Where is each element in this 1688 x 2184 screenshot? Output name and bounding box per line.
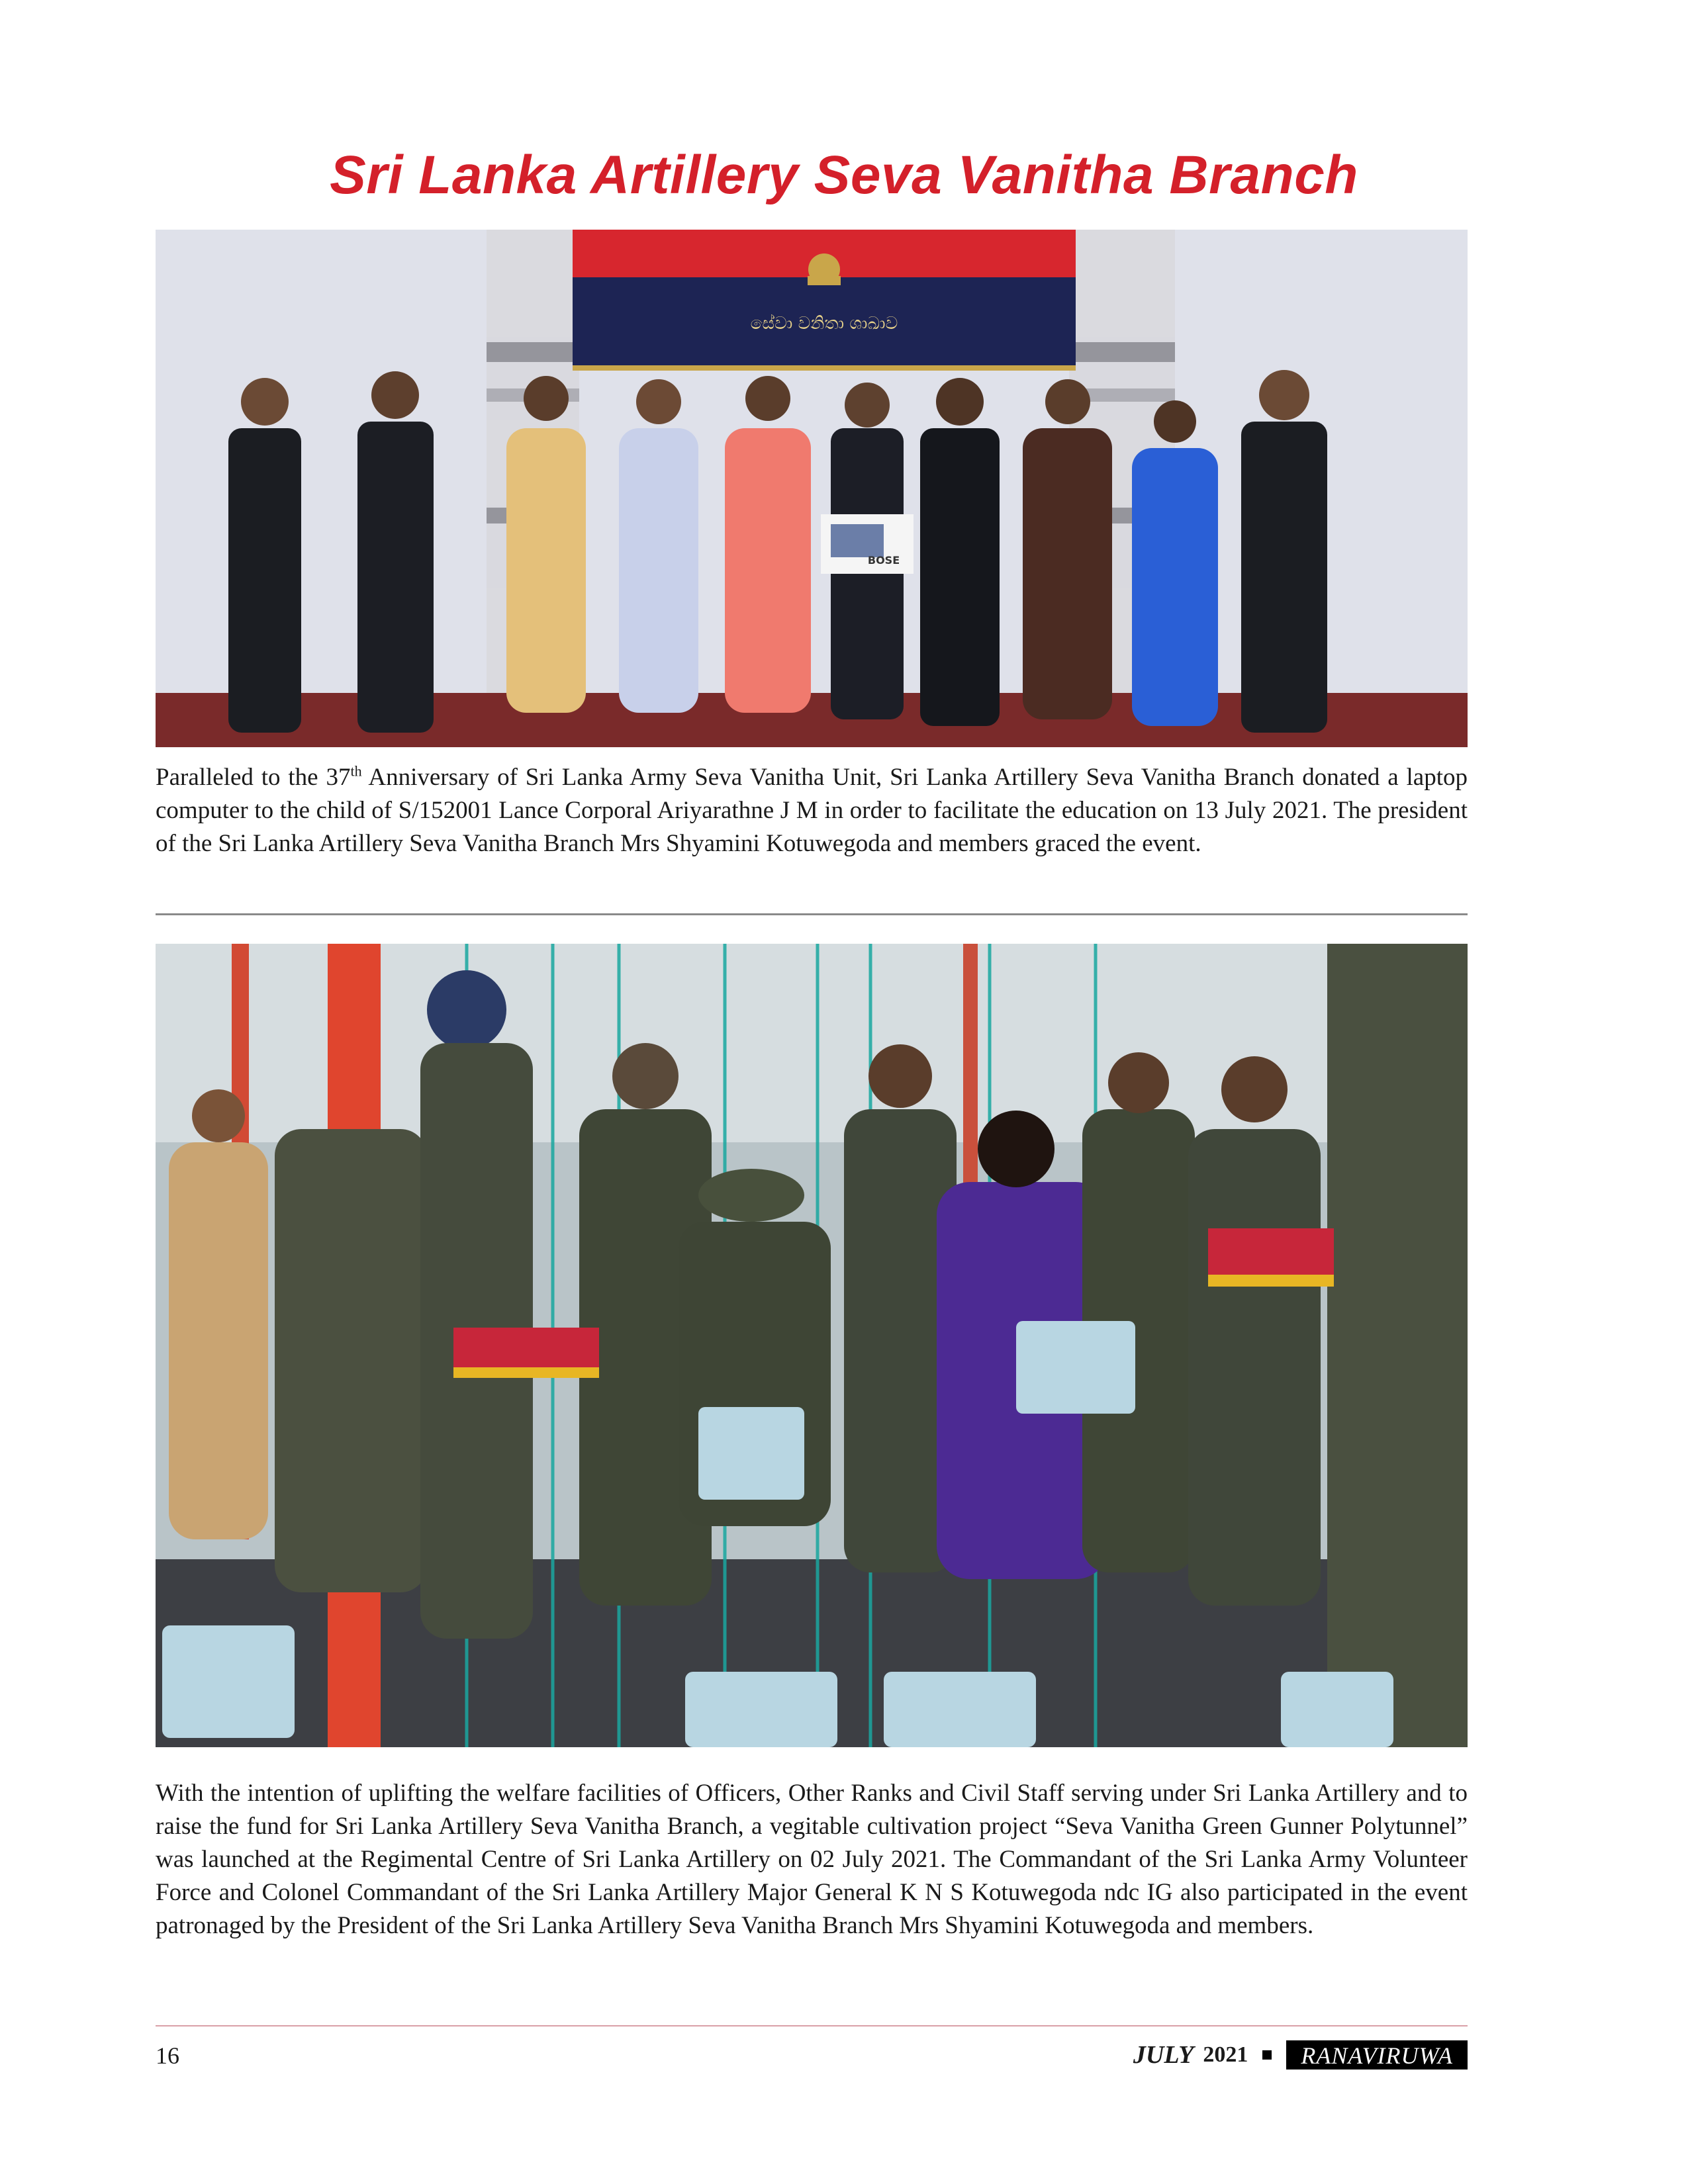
caption1-ordinal-suffix: th (350, 762, 362, 780)
photo2-caption: With the intention of uplifting the welfare facilities of Officers, Other Ranks and Civil Staff serving under Sri Lanka Artillery and to raise the fund for Sri Lanka Artillery Seva Vanitha Branch, a vegitable cultivation project “Seva Vanitha Green Gunner Polytunnel” was launched at the Regimental Centre of Sri Lanka Artillery on 02 July 2021. The Commandant of the Sri Lanka Army Volunteer Force and Colonel Commandant of the Sri Lanka Artillery Major General K N S Kotuwegoda ndc IG also participated in the event patronaged by the President of the Sri Lanka Artillery Seva Vanitha Branch Mrs Shyamini Kotuwegoda and members. (156, 1780, 1468, 1939)
photo1-caption (156, 761, 1468, 860)
issue-month: JULY (1133, 2041, 1194, 2069)
separator-square-icon (1262, 2050, 1272, 2060)
polytunnel-photo (156, 944, 1468, 1747)
page-title: Sri Lanka Artillery Seva Vanitha Branch (330, 145, 1358, 205)
magazine-name: RANAVIRUWA (1286, 2040, 1468, 2070)
page-number: 16 (156, 2042, 179, 2069)
caption1-part1: Paralleled to the 37 (156, 764, 351, 791)
regimental-banner (573, 230, 1076, 371)
group-photo (156, 230, 1468, 747)
issue-year: 2021 (1203, 2042, 1248, 2067)
caption1-part2: Anniversary of Sri Lanka Army Seva Vanitha Unit, Sri Lanka Artillery Seva Vanitha Branch donated a laptop computer to the child of S/152001 Lance Corporal Ariyarathne J M in order to facilitate the education on 13 July 2021. The president of the Sri Lanka Artillery Seva Vanitha Branch Mrs Shyamini Kotuwegoda and members graced the event. (156, 764, 1468, 857)
polytunnel-photo-illustration (156, 944, 1468, 1747)
footer-rule (156, 2025, 1468, 2026)
laptop-box-text: BOSE (867, 554, 900, 567)
banner-text: සේවා වනිතා ශාඛාව (750, 314, 898, 334)
section-divider (156, 913, 1468, 915)
footer-masthead (1133, 2040, 1468, 2070)
group-photo-illustration (156, 230, 1468, 747)
